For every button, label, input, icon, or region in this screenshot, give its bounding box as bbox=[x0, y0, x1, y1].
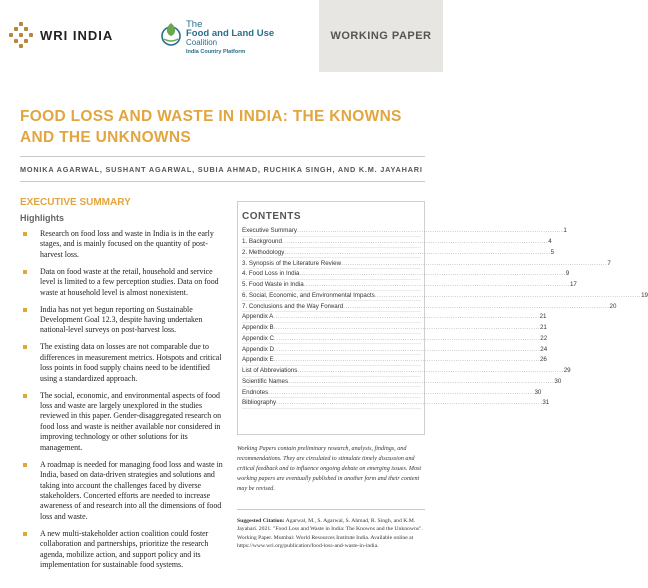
toc-entry-label: 6. Social, Economic, and Environmental Impacts bbox=[242, 291, 375, 299]
toc-entry-label: List of Abbreviations bbox=[242, 367, 298, 375]
toc-leader-dots: ........................................................................................................................ bbox=[284, 248, 551, 256]
toc-entry[interactable] bbox=[242, 258, 611, 269]
toc-list bbox=[242, 226, 648, 409]
toc-leader-dots: ........................................................................................................................ bbox=[273, 324, 540, 332]
toc-entry-label: 7. Conclusions and the Way Forward bbox=[242, 302, 344, 310]
toc-leader-dots: ........................................................................................................................ bbox=[297, 227, 564, 235]
toc-entry-page: 5 bbox=[550, 248, 555, 256]
list-item: A new multi-stakeholder action coalition could foster collaboration and partnerships, prioritize the research agenda, mobilize action, and support policy and its implementation for sustainable food systems. bbox=[20, 529, 225, 571]
toc-leader-dots: ........................................................................................................................ bbox=[274, 345, 541, 353]
toc-leader-dots: ........................................................................................................................ bbox=[343, 302, 610, 310]
toc-entry-label: 2. Methodology bbox=[242, 248, 285, 256]
toc-entry-label: 5. Food Waste in India bbox=[242, 281, 304, 289]
toc-leader-dots: ........................................................................................................................ bbox=[288, 377, 555, 385]
divider bbox=[20, 181, 425, 182]
citation-text: Agarwal, M., S. Agarwal, S. Ahmad, R. Singh, and K.M. Jayahari. 2021. "Food Loss and Waste in India: The Knowns and the Unknowns". Working Paper. Mumbai: World Resources Institute India. Available online at https://www.wri.org/publication/food-loss-and-waste-in-india. bbox=[237, 518, 423, 550]
author-list: MONIKA AGARWAL, SUSHANT AGARWAL, SUBIA AHMAD, RUCHIKA SINGH, AND K.M. JAYAHARI bbox=[20, 165, 423, 174]
wri-india-logo bbox=[8, 22, 113, 48]
toc-entry-label: Appendix E bbox=[242, 356, 274, 364]
toc-entry-page: 22 bbox=[540, 334, 548, 342]
document-title: FOOD LOSS AND WASTE IN INDIA: THE KNOWNS AND THE UNKNOWNS bbox=[20, 108, 402, 146]
toc-leader-dots: ........................................................................................................................ bbox=[299, 270, 566, 278]
table-of-contents bbox=[237, 201, 648, 435]
contents-heading: CONTENTS bbox=[242, 211, 301, 222]
toc-entry[interactable] bbox=[242, 366, 571, 377]
toc-entry[interactable] bbox=[242, 355, 547, 366]
list-item: The existing data on losses are not comparable due to differences in measurement metrics. Hotspots and critical loss points in food supply chains need to be identified using a standardized approach. bbox=[20, 342, 225, 384]
leaf-globe-icon bbox=[160, 20, 182, 48]
toc-entry[interactable] bbox=[242, 269, 570, 280]
toc-entry-page: 21 bbox=[539, 313, 547, 321]
highlights-heading: Highlights bbox=[20, 213, 64, 223]
toc-entry-page: 17 bbox=[569, 281, 577, 289]
divider bbox=[20, 156, 425, 157]
wri-india-wordmark: WRI INDIA bbox=[40, 27, 114, 43]
toc-entry[interactable] bbox=[242, 237, 552, 248]
toc-entry-label: Executive Summary bbox=[242, 227, 298, 235]
list-item: The social, economic, and environmental aspects of food loss and waste are largely unexplored in the studies reviewed in this paper. Gender-disaggregated research on food loss and waste is neither available nor considered in improving technology or other solutions for its management. bbox=[20, 391, 225, 453]
toc-entry[interactable] bbox=[242, 280, 577, 291]
toc-entry-page: 7 bbox=[607, 259, 611, 267]
toc-entry-page: 1 bbox=[563, 227, 567, 235]
working-paper-badge: WORKING PAPER bbox=[319, 0, 443, 72]
toc-entry[interactable] bbox=[242, 301, 617, 312]
list-item: Data on food waste at the retail, household and service level is limited to a few perception studies. Data on food waste at household level is almost nonexistent. bbox=[20, 267, 225, 298]
list-item: Research on food loss and waste in India is in the early stages, and is mainly focused on the quantity of post-harvest loss. bbox=[20, 229, 225, 260]
partner-logo-line-1: The bbox=[186, 19, 203, 30]
partner-logo-subtitle: India Country Platform bbox=[186, 49, 246, 55]
toc-entry[interactable] bbox=[242, 344, 548, 355]
toc-leader-dots: ........................................................................................................................ bbox=[281, 238, 549, 246]
toc-entry-page: 20 bbox=[609, 302, 617, 310]
toc-entry[interactable] bbox=[242, 248, 555, 259]
toc-entry[interactable] bbox=[242, 291, 648, 302]
list-item: India has not yet begun reporting on Sustainable Development Goal 12.3, despite having undertaken national-level surveys on post-harvest loss. bbox=[20, 305, 225, 336]
list-item: A roadmap is needed for managing food loss and waste in India, based on data-driven strategies and solutions and taking into account the challenges faced by diverse stakeholders. Concerted efforts are needed to increase awareness of and research into all the dimensions of food loss and waste. bbox=[20, 460, 225, 522]
toc-entry-label: 4. Food Loss in India bbox=[242, 270, 300, 278]
toc-entry[interactable] bbox=[242, 334, 548, 345]
toc-leader-dots: ........................................................................................................................ bbox=[341, 259, 608, 267]
toc-entry-page: 19 bbox=[641, 291, 648, 299]
toc-entry-page: 30 bbox=[554, 377, 562, 385]
suggested-citation bbox=[237, 517, 425, 551]
folu-coalition-logo bbox=[160, 20, 274, 57]
toc-entry-label: Appendix A bbox=[242, 313, 274, 321]
header bbox=[0, 0, 443, 72]
toc-entry-page: 26 bbox=[539, 356, 547, 364]
executive-summary-heading: EXECUTIVE SUMMARY bbox=[20, 197, 131, 208]
toc-entry-label: 3. Synopsis of the Literature Review bbox=[242, 259, 342, 267]
toc-entry[interactable] bbox=[242, 312, 547, 323]
working-paper-note: Working Papers contain preliminary research, analysis, findings, and recommendations. They are circulated to stimulate timely discussion and critical feedback and to influence ongoing debate on emerging issues. Most working papers are eventually published in another form and their content may be revised. bbox=[237, 446, 422, 492]
toc-entry-page: 24 bbox=[540, 345, 548, 353]
wri-knot-icon bbox=[8, 22, 34, 48]
toc-entry-label: Appendix D bbox=[242, 345, 274, 353]
toc-leader-dots: ........................................................................................................................ bbox=[268, 388, 535, 396]
partner-logo-line-2: Food and Land Use bbox=[186, 28, 275, 39]
toc-entry[interactable] bbox=[242, 398, 550, 409]
toc-entry[interactable] bbox=[242, 387, 542, 398]
toc-entry-label: 1. Background bbox=[242, 238, 282, 246]
toc-leader-dots: ........................................................................................................................ bbox=[374, 291, 642, 299]
toc-leader-dots: ........................................................................................................................ bbox=[274, 334, 541, 342]
citation-label: Suggested Citation: bbox=[237, 518, 285, 524]
toc-entry-page: 4 bbox=[548, 238, 552, 246]
toc-entry[interactable] bbox=[242, 377, 562, 388]
toc-entry[interactable] bbox=[242, 226, 567, 237]
divider bbox=[237, 509, 425, 510]
toc-entry-page: 21 bbox=[539, 324, 547, 332]
toc-leader-dots: ........................................................................................................................ bbox=[273, 356, 540, 364]
toc-entry-label: Endnotes bbox=[242, 388, 269, 396]
toc-leader-dots: ........................................................................................................................ bbox=[276, 399, 543, 407]
toc-entry-label: Bibliography bbox=[242, 399, 277, 407]
toc-entry-page: 9 bbox=[565, 270, 570, 278]
toc-entry[interactable] bbox=[242, 323, 547, 334]
toc-entry-label: Appendix C bbox=[242, 334, 274, 342]
toc-leader-dots: ........................................................................................................................ bbox=[303, 281, 570, 289]
toc-entry-page: 29 bbox=[563, 367, 571, 375]
toc-entry-label: Appendix B bbox=[242, 324, 274, 332]
highlights-list bbox=[20, 229, 225, 577]
toc-entry-page: 30 bbox=[534, 388, 542, 396]
toc-leader-dots: ........................................................................................................................ bbox=[297, 367, 564, 375]
partner-logo-line-3: Coalition bbox=[186, 38, 218, 47]
toc-entry-label: Scientific Names bbox=[242, 377, 289, 385]
toc-leader-dots: ........................................................................................................................ bbox=[273, 313, 540, 321]
toc-entry-page: 31 bbox=[542, 399, 550, 407]
